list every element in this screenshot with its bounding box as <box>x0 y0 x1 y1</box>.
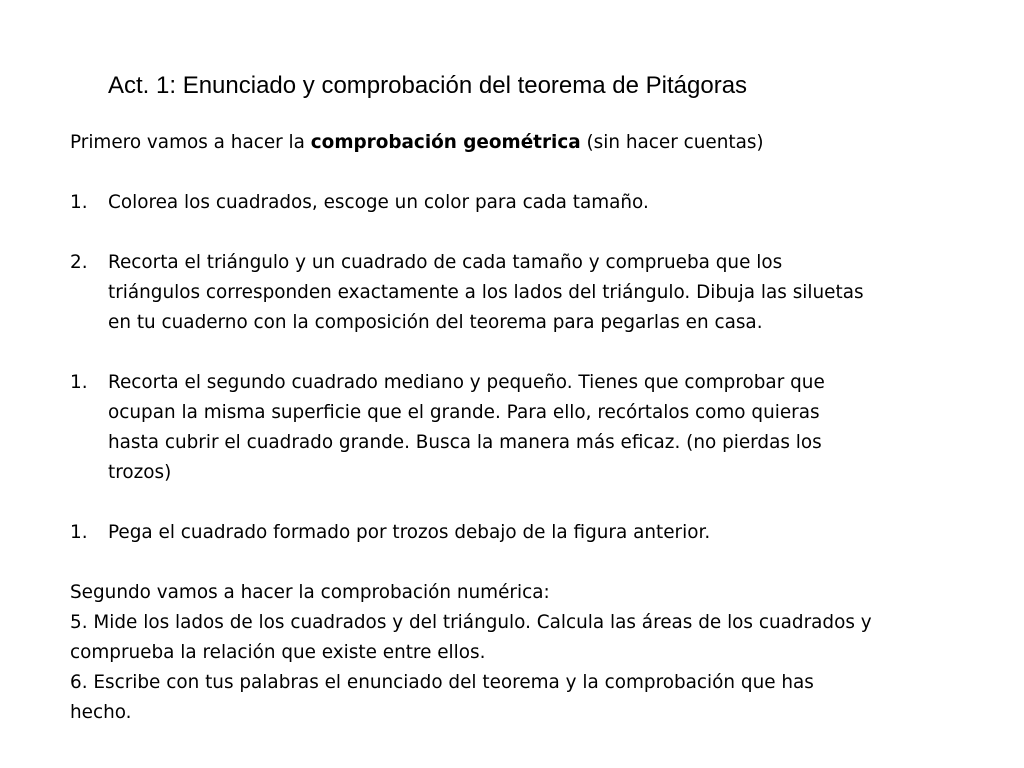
second-part-line: 5. Mide los lados de los cuadrados y del triángulo. Calcula las áreas de los cuadrados y <box>70 612 872 633</box>
list-item-number: 1. <box>70 192 88 213</box>
second-part-line: hecho. <box>70 702 132 723</box>
slide-title: Act. 1: Enunciado y comprobación del teorema de Pitágoras <box>108 72 748 99</box>
spacer <box>70 158 980 188</box>
list-item-line: trozos) <box>108 462 172 483</box>
list-item-line: ocupan la misma superficie que el grande. Para ello, recórtalos como quieras <box>108 402 820 423</box>
list-item-number: 1. <box>70 372 88 393</box>
list-item-line: Pega el cuadrado formado por trozos debajo de la figura anterior. <box>108 522 711 543</box>
list-item <box>70 518 980 548</box>
list-item-number: 1. <box>70 522 88 543</box>
intro-text-after: (sin hacer cuentas) <box>580 132 764 153</box>
list-item-line: Recorta el triángulo y un cuadrado de cada tamaño y comprueba que los <box>108 252 783 273</box>
spacer <box>70 548 980 578</box>
intro-text-before: Primero vamos a hacer la <box>70 132 311 153</box>
list-item-line: triángulos corresponden exactamente a los lados del triángulo. Dibuja las siluetas <box>108 282 864 303</box>
list-item <box>70 368 980 488</box>
list-item-line: Colorea los cuadrados, escoge un color para cada tamaño. <box>108 192 649 213</box>
slide-body <box>70 128 980 728</box>
spacer <box>70 218 980 248</box>
spacer <box>70 488 980 518</box>
list-item-number: 2. <box>70 252 88 273</box>
list-item-text <box>108 248 980 338</box>
second-part-heading: Segundo vamos a hacer la comprobación numérica: <box>70 582 550 603</box>
list-item <box>70 248 980 338</box>
list-item-text <box>108 368 980 488</box>
list-item-line: Recorta el segundo cuadrado mediano y pequeño. Tienes que comprobar que <box>108 372 825 393</box>
list-item-line: en tu cuaderno con la composición del teorema para pegarlas en casa. <box>108 312 763 333</box>
list-item <box>70 188 980 218</box>
intro-paragraph <box>70 128 980 158</box>
list-item-line: hasta cubrir el cuadrado grande. Busca la manera más eficaz. (no pierdas los <box>108 432 822 453</box>
list-item-text <box>108 518 980 548</box>
intro-bold-text: comprobación geométrica <box>310 132 581 153</box>
second-part-line: 6. Escribe con tus palabras el enunciado del teorema y la comprobación que has <box>70 672 814 693</box>
spacer <box>70 338 980 368</box>
list-item-text <box>108 188 980 218</box>
second-part-line: comprueba la relación que existe entre ellos. <box>70 642 486 663</box>
